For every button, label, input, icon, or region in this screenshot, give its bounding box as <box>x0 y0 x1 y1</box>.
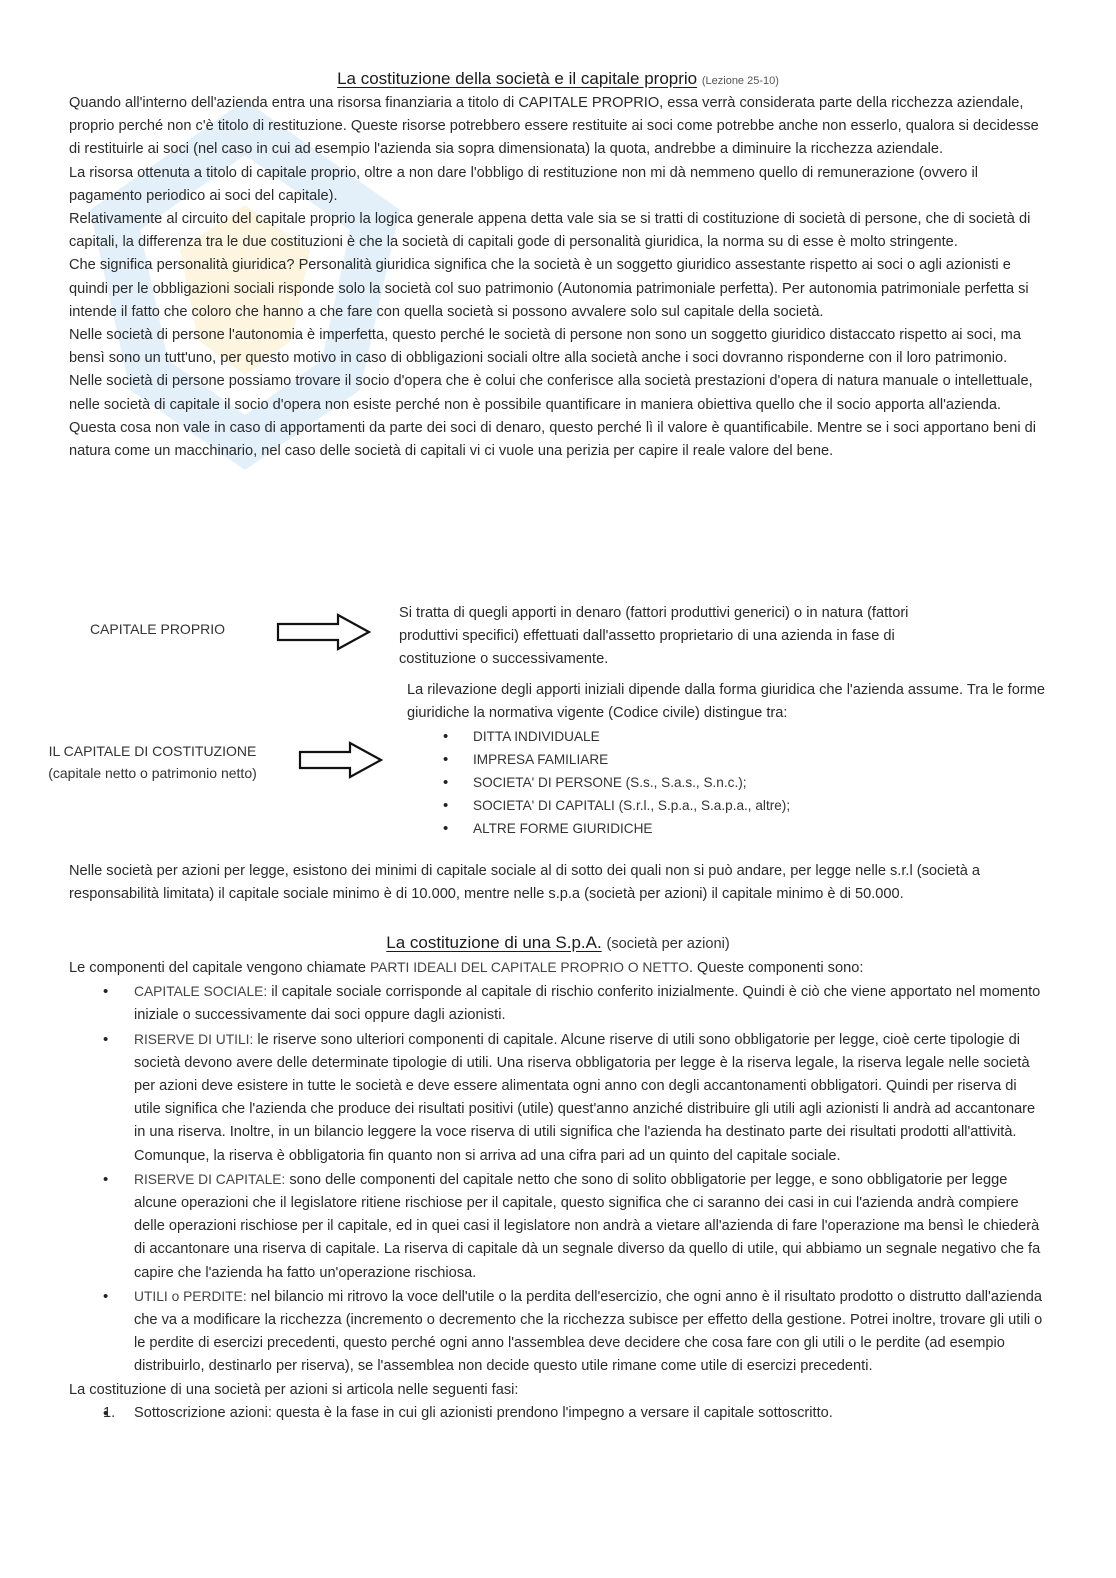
component-term: RISERVE DI UTILI: <box>134 1031 254 1047</box>
phase-text: Sottoscrizione azioni: questa è la fase in cui gli azionisti prendono l'impegno a versare il capitale sottoscritto. <box>134 1404 833 1421</box>
capitale-costituzione-subtitle: (capitale netto o patrimonio netto) <box>48 765 257 781</box>
capitale-proprio-label: CAPITALE PROPRIO <box>89 621 226 637</box>
intro-paragraph: Che significa personalità giuridica? Personalità giuridica significa che la società è un soggetto giuridico assestante rispetto ai soci o agli azionisti e quindi per le obbligazioni sociali risponde solo la società col suo patrimonio (Autonomia patrimoniale perfetta). Per autonomia patrimoniale perfetta si intende il fatto che coloro che hanno a che fare con quella società si possono avvalere solo sul capitale della società. <box>69 257 1029 320</box>
forme-giuridiche-description: La rilevazione degli apporti iniziali dipende dalla forma giuridica che l'azienda assume. Tra le forme giuridiche la normativa vigente (Codice civile) distingue tra: <box>407 682 1045 722</box>
components-intro-text: Le componenti del capitale vengono chiamate <box>69 960 370 976</box>
phase-number: • 1. <box>103 1404 116 1421</box>
component-term: UTILI o PERDITE: <box>134 1288 247 1304</box>
capitale-costituzione-title: IL CAPITALE DI COSTITUZIONE <box>48 743 257 759</box>
components-intro-caps: PARTI IDEALI DEL CAPITALE PROPRIO O NETTO <box>370 960 689 975</box>
section-title-sub: (società per azioni) <box>606 936 730 952</box>
intro-text <box>69 92 1049 463</box>
minimum-capital-paragraph: Nelle società per azioni per legge, esistono dei minimi di capitale sociale al di sotto dei quali non si può andare, per legge nelle s.r.l (società a responsabilità limitata) il capitale sociale minimo è di 10.000, mentre nelle s.p.a (società per azioni) il capitale minimo è di 50.000. <box>69 863 981 903</box>
list-item <box>69 1028 1044 1168</box>
components-list <box>69 980 1044 1378</box>
section-title <box>0 932 1116 955</box>
title-main: La costituzione della società e il capitale proprio <box>337 69 698 88</box>
components-intro <box>69 956 1044 980</box>
component-term: CAPITALE SOCIALE: <box>134 984 268 1000</box>
components-section <box>69 956 1044 1425</box>
component-text: nel bilancio mi ritrovo la voce dell'utile o la perdita dell'esercizio, che ogni anno è il risultato prodotto o distrutto dall'azienda che va a modificare la ricchezza (incremento o decremento che la ricchezza subisce per effetto della gestione. Potrei inoltre, trovare gli utili o le perdite di esercizi precedenti, questo perché ogni anno l'assemblea deve decidere che cosa fare con gli utili o le perdite (ad esempio distribuirlo, destinarlo per riserva), se l'assemblea non decide questo utile rimane come utile di esercizi precedenti. <box>134 1288 1043 1375</box>
right-arrow-icon <box>276 613 372 651</box>
list-item <box>69 980 1044 1027</box>
list-item <box>69 1168 1044 1285</box>
forme-giuridiche-list <box>407 725 1077 840</box>
components-intro-end: . Queste componenti sono: <box>688 960 864 976</box>
intro-paragraph: Nelle società di persone l'autonomia è imperfetta, questo perché le società di persone non sono un soggetto giuridico distaccato rispetto ai soci, ma bensì sono un tutt'uno, per questo motivo in caso di obbligazioni sociali oltre alla società anche i soci dovranno risponderne con il loro patrimonio. <box>69 327 1021 367</box>
capitale-costituzione-label <box>30 740 275 784</box>
intro-paragraph: Relativamente al circuito del capitale proprio la logica generale appena detta vale sia se si tratti di costituzione di società di persone, che di società di capitali, la differenza tra le due costituzioni è che la società di capitali gode di personalità giuridica, la norma su di esse è molto stringente. <box>69 211 1031 251</box>
list-item <box>69 1402 1044 1425</box>
component-text: il capitale sociale corrisponde al capitale di rischio conferito inizialmente. Quindi è ciò che viene apportato nel momento iniziale o successivamente dai soci oppure dagli azionisti. <box>134 984 1041 1024</box>
list-item <box>69 1285 1044 1379</box>
list-item: • ALTRE FORME GIURIDICHE <box>407 817 1077 840</box>
page-title <box>0 68 1116 92</box>
forme-giuridiche-block <box>407 679 1077 840</box>
phases-intro: La costituzione di una società per azioni si articola nelle seguenti fasi: <box>69 1381 519 1398</box>
component-text: sono delle componenti del capitale netto che sono di solito obbligatorie per legge, e sono obbligatorie per legge alcune operazioni che il legislatore ritiene rischiose per il capitale, questo significa che ci saranno dei casi in cui l'azienda andrà compiere delle operazioni rischiose per il capitale, ed in quei casi il legislatore non andrà a vietare all'azienda di fare l'operazione ma bensì le chiederà di accantonare una riserva di capitale. La riserva di capitale dà un segnale diverso da quello di utile, qui abbiamo un segnale negativo che fa capire che l'azienda ha fatto un'operazione rischiosa. <box>134 1171 1041 1281</box>
phases-list <box>69 1402 1044 1425</box>
component-term: RISERVE DI CAPITALE: <box>134 1171 286 1187</box>
capitale-proprio-description: Si tratta di quegli apporti in denaro (fattori produttivi generici) o in natura (fattori produttivi specifici) effettuati dall'assetto proprietario di una azienda in fase di costituzione o successivamente. <box>399 605 909 668</box>
intro-paragraph: Quando all'interno dell'azienda entra una risorsa finanziaria a titolo di CAPITALE PROPRIO, essa verrà considerata parte della ricchezza aziendale, proprio perché non c'è titolo di restituzione. Queste risorse potrebbero essere restituite ai soci come potrebbe anche non esserlo, qualora si decidesse di restituirle ai soci (nel caso in cui ad esempio l'azienda sia sopra dimensionata) la quota, andrebbe a diminuire la ricchezza aziendale. <box>69 95 1039 158</box>
section-title-main: La costituzione di una S.p.A. <box>386 933 602 952</box>
component-text: le riserve sono ulteriori componenti di capitale. Alcune riserve di utili sono obbligatorie per legge, cioè certe tipologie di società devono avere delle determinate tipologie di utili. Una riserva obbligatoria per legge è la riserva legale, la riserva legale nelle società per azioni deve esistere in tutte le società e deve essere alimentata ogni anno con degli accantonamenti obbligatori. Quindi per riserva di utile significa che l'azienda che produce dei risultati positivi (utile) quest'anno anziché distribuire gli utili agli azionisti li andrà ad accantonare in una riserva. Inoltre, in un bilancio leggere la voce riserva di utili significa che l'azienda ha destinato parte dei risultati prodotti all'attività. Comunque, la riserva è obbligatoria fin quanto non si arriva ad una cifra pari ad un quinto del capitale sociale. <box>134 1031 1036 1164</box>
intro-paragraph: La risorsa ottenuta a titolo di capitale proprio, oltre a non dare l'obbligo di restituzione non mi dà nemmeno quello di remunerazione (ovvero il pagamento periodico ai soci del capitale). <box>69 164 978 204</box>
intro-paragraph: Nelle società di persone possiamo trovare il socio d'opera che è colui che conferisce alla società prestazioni d'opera di natura manuale o intellettuale, nelle società di capitale il socio d'opera non esiste perché non è possibile quantificare in maniera obiettiva quello che il socio apporta all'azienda. Questa cosa non vale in caso di apportamenti da parte dei soci di denaro, questo perché lì il valore è quantificabile. Mentre se i soci apportano beni di natura come un macchinario, nel caso delle società di capitali vi ci vuole una perizia per capire il reale valore del bene. <box>69 373 1037 460</box>
list-item: • DITTA INDIVIDUALE <box>407 725 1077 748</box>
list-item: • SOCIETA' DI PERSONE (S.s., S.a.s., S.n.c.); <box>407 771 1077 794</box>
list-item: • IMPRESA FAMILIARE <box>407 748 1077 771</box>
right-arrow-icon <box>298 741 384 779</box>
title-note: (Lezione 25-10) <box>701 75 779 87</box>
list-item: • SOCIETA' DI CAPITALI (S.r.l., S.p.a., S.a.p.a., altre); <box>407 794 1077 817</box>
